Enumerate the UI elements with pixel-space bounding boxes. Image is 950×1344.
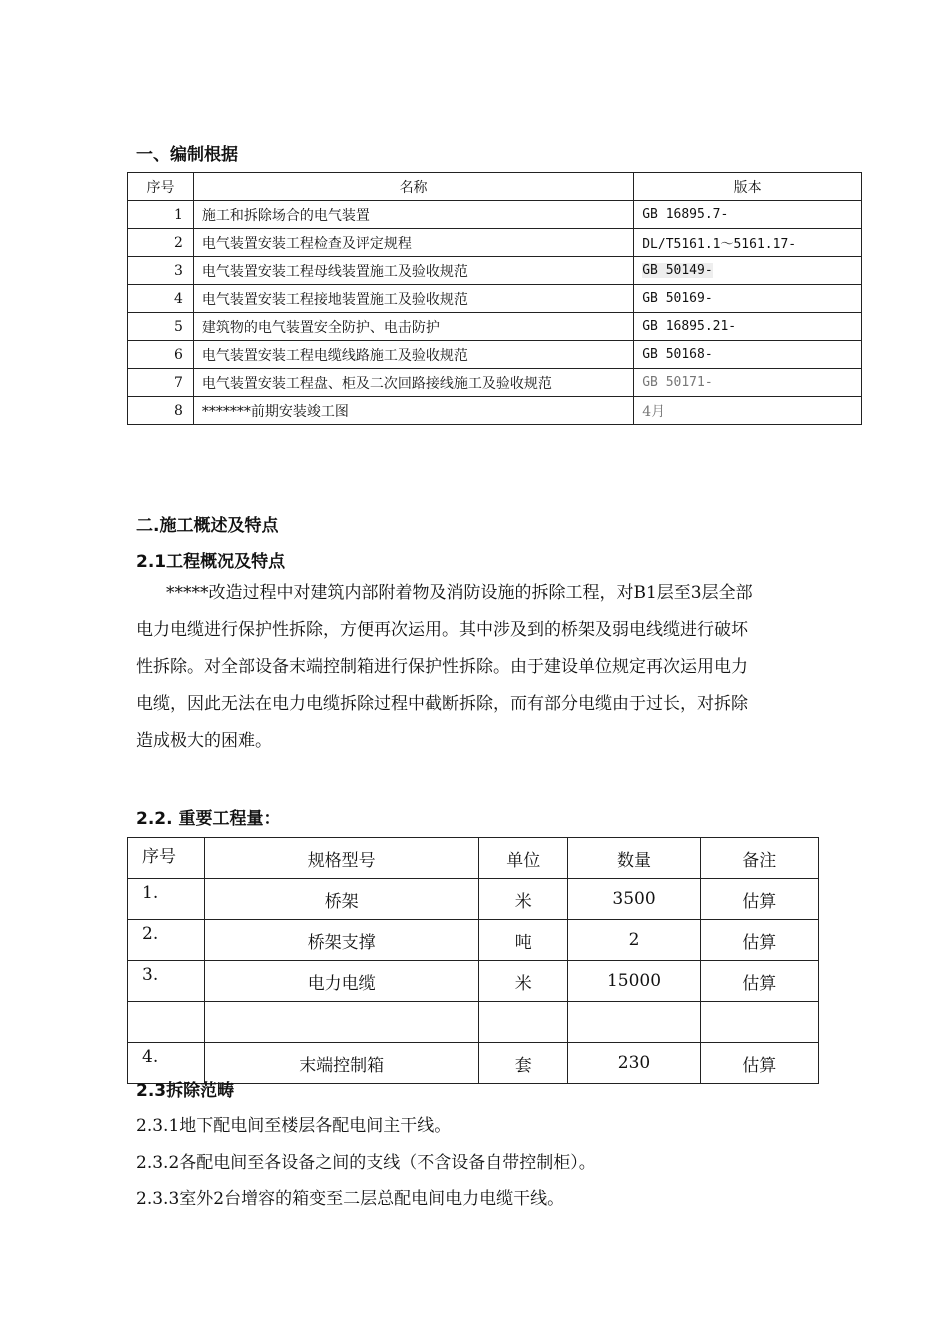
row-spec: 末端控制箱 bbox=[205, 1043, 479, 1084]
row-remark: 估算 bbox=[700, 920, 818, 961]
row-remark bbox=[700, 1002, 818, 1043]
subsection-2-1-heading: 2.1工程概况及特点 bbox=[136, 552, 286, 572]
table-row bbox=[128, 961, 819, 1002]
row-version: GB 16895.7- bbox=[634, 201, 862, 229]
header-cell: 单位 bbox=[479, 838, 568, 879]
table-row bbox=[128, 257, 862, 285]
row-version: GB 50171- bbox=[634, 369, 862, 397]
scope-item: 2.3.3室外2台增容的箱变至二层总配电间电力电缆干线。 bbox=[136, 1189, 565, 1209]
table-row bbox=[128, 341, 862, 369]
table-row bbox=[128, 285, 862, 313]
header-cell: 备注 bbox=[700, 838, 818, 879]
row-index: 2 bbox=[128, 229, 194, 257]
overview-paragraph bbox=[136, 575, 836, 760]
row-quantity: 230 bbox=[568, 1043, 700, 1084]
row-index: 8 bbox=[128, 397, 194, 425]
table-row bbox=[128, 313, 862, 341]
subsection-2-3-heading: 2.3拆除范畴 bbox=[136, 1081, 235, 1101]
row-version: GB 50169- bbox=[634, 285, 862, 313]
table-row bbox=[128, 369, 862, 397]
paragraph-line: 造成极大的困难。 bbox=[136, 731, 272, 751]
subsection-2-2-heading: 2.2. 重要工程量： bbox=[136, 809, 281, 829]
header-cell: 规格型号 bbox=[205, 838, 479, 879]
header-cell: 名称 bbox=[193, 173, 633, 201]
row-name: 电气装置安装工程盘、柜及二次回路接线施工及验收规范 bbox=[193, 369, 633, 397]
row-index: 4 bbox=[128, 285, 194, 313]
row-remark: 估算 bbox=[700, 1043, 818, 1084]
quantities-table bbox=[127, 837, 819, 1084]
row-name: 建筑物的电气装置安全防护、电击防护 bbox=[193, 313, 633, 341]
scope-item: 2.3.1地下配电间至楼层各配电间主干线。 bbox=[136, 1116, 452, 1136]
row-spec: 电力电缆 bbox=[205, 961, 479, 1002]
row-remark: 估算 bbox=[700, 879, 818, 920]
table-row bbox=[128, 201, 862, 229]
scope-item: 2.3.2各配电间至各设备之间的支线（不含设备自带控制柜）。 bbox=[136, 1153, 596, 1173]
row-index: 4. bbox=[128, 1043, 205, 1084]
row-spec: 桥架 bbox=[205, 879, 479, 920]
row-index bbox=[128, 1002, 205, 1043]
table-header-row bbox=[128, 838, 819, 879]
header-cell: 版本 bbox=[634, 173, 862, 201]
row-quantity: 15000 bbox=[568, 961, 700, 1002]
row-index: 6 bbox=[128, 341, 194, 369]
header-cell: 序号 bbox=[128, 173, 194, 201]
paragraph-line: 电力电缆进行保护性拆除，方便再次运用。其中涉及到的桥架及弱电线缆进行破坏 bbox=[136, 620, 748, 640]
row-unit: 米 bbox=[479, 879, 568, 920]
row-version: 4月 bbox=[634, 397, 862, 425]
row-name: 电气装置安装工程电缆线路施工及验收规范 bbox=[193, 341, 633, 369]
paragraph-line: 电缆，因此无法在电力电缆拆除过程中截断拆除，而有部分电缆由于过长，对拆除 bbox=[136, 694, 748, 714]
row-version bbox=[634, 257, 862, 285]
row-name: 电气装置安装工程检查及评定规程 bbox=[193, 229, 633, 257]
table-row bbox=[128, 397, 862, 425]
table-header-row bbox=[128, 173, 862, 201]
row-unit bbox=[479, 1002, 568, 1043]
section2-heading: 二.施工概述及特点 bbox=[136, 516, 279, 536]
row-quantity bbox=[568, 1002, 700, 1043]
row-name: 电气装置安装工程母线装置施工及验收规范 bbox=[193, 257, 633, 285]
row-unit: 米 bbox=[479, 961, 568, 1002]
row-unit: 套 bbox=[479, 1043, 568, 1084]
row-version: DL/T5161.1～5161.17- bbox=[634, 229, 862, 257]
row-version: GB 16895.21- bbox=[634, 313, 862, 341]
row-name: 施工和拆除场合的电气装置 bbox=[193, 201, 633, 229]
row-index: 1 bbox=[128, 201, 194, 229]
row-quantity: 2 bbox=[568, 920, 700, 961]
row-name: *******前期安装竣工图 bbox=[193, 397, 633, 425]
standards-table bbox=[127, 172, 862, 425]
header-cell: 数量 bbox=[568, 838, 700, 879]
table-row-empty bbox=[128, 1002, 819, 1043]
section1-heading: 一、编制根据 bbox=[136, 145, 238, 165]
table-row bbox=[128, 920, 819, 961]
row-quantity: 3500 bbox=[568, 879, 700, 920]
row-index: 2. bbox=[128, 920, 205, 961]
highlighted-version: GB 50149- bbox=[642, 263, 713, 278]
table-row bbox=[128, 879, 819, 920]
paragraph-line: 性拆除。对全部设备末端控制箱进行保护性拆除。由于建设单位规定再次运用电力 bbox=[136, 657, 748, 677]
row-index: 1. bbox=[128, 879, 205, 920]
row-index: 5 bbox=[128, 313, 194, 341]
row-version: GB 50168- bbox=[634, 341, 862, 369]
row-index: 3. bbox=[128, 961, 205, 1002]
row-remark: 估算 bbox=[700, 961, 818, 1002]
row-unit: 吨 bbox=[479, 920, 568, 961]
row-spec bbox=[205, 1002, 479, 1043]
row-name: 电气装置安装工程接地装置施工及验收规范 bbox=[193, 285, 633, 313]
row-index: 3 bbox=[128, 257, 194, 285]
row-index: 7 bbox=[128, 369, 194, 397]
row-spec: 桥架支撑 bbox=[205, 920, 479, 961]
table-row bbox=[128, 229, 862, 257]
header-cell: 序号 bbox=[128, 838, 205, 879]
paragraph-line: *****改造过程中对建筑内部附着物及消防设施的拆除工程，对B1层至3层全部 bbox=[166, 583, 753, 603]
